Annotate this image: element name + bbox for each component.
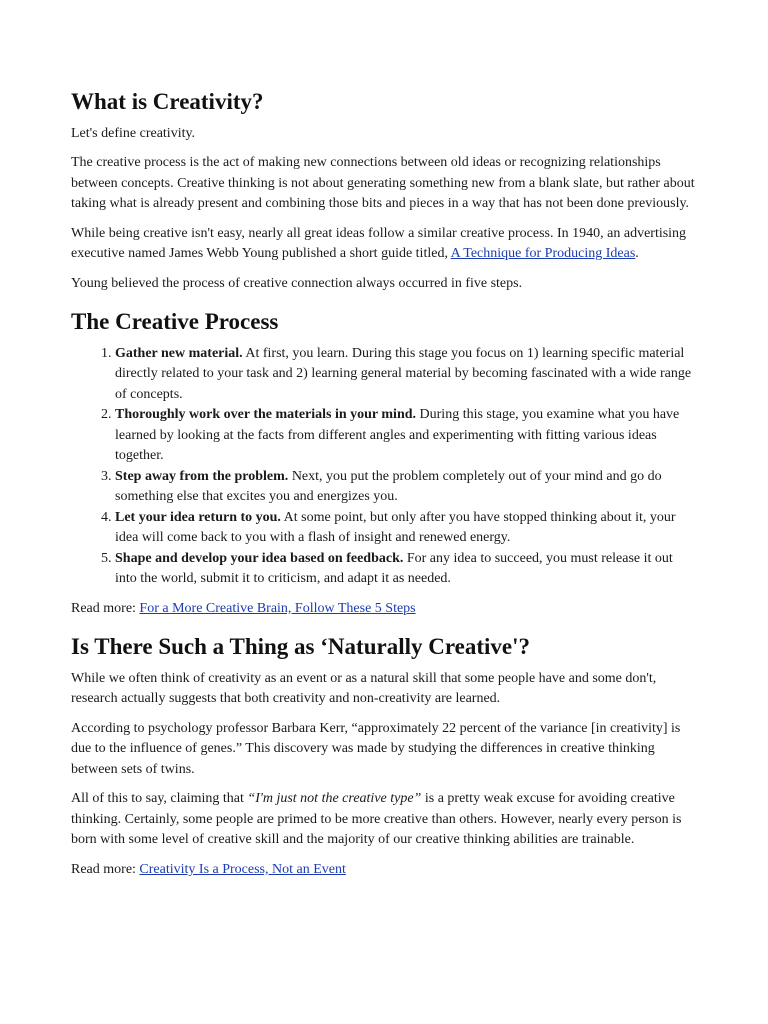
quote-not-creative-type: “I'm just not the creative type” xyxy=(247,791,422,807)
list-item-step-5 xyxy=(115,549,698,590)
paragraph-define: Let's define creativity. xyxy=(71,125,196,141)
link-creativity-is-a-process[interactable]: Creativity Is a Process, Not an Event xyxy=(139,861,346,877)
step-title: Gather new material. xyxy=(115,345,243,361)
paragraph-barbara-kerr: According to psychology professor Barbara Kerr, “approximately 22 percent of the variance [in creativity] is due to the influence of genes.” This discovery was made by studying the differences in creative thinking between sets of twins. xyxy=(71,720,681,777)
paragraph-start: All of this to say, claiming that xyxy=(71,791,248,807)
paragraph-end: . xyxy=(635,246,639,262)
step-title: Step away from the problem. xyxy=(115,468,289,484)
paragraph-learned-creativity: While we often think of creativity as an event or as a natural skill that some people have and some don't, research actually suggests that both creativity and non-creativity are learned. xyxy=(71,670,657,707)
heading-naturally-creative: Is There Such a Thing as ‘Naturally Creative'? xyxy=(71,634,530,660)
paragraph-james-webb-young xyxy=(71,224,698,265)
step-text: At some point, but only after you have stopped thinking about it, your idea will come back to you with a flash of insight and renewed energy. xyxy=(115,509,676,546)
list-item-step-1 xyxy=(115,344,698,406)
link-technique-for-producing-ideas[interactable]: A Technique for Producing Ideas xyxy=(450,246,636,262)
list-item-step-4 xyxy=(115,508,698,549)
paragraph-text: While being creative isn't easy, nearly all great ideas follow a similar creative process. In 1940, an advertising executive named James Webb Young published a short guide titled, xyxy=(71,225,687,262)
list-item-step-3 xyxy=(115,467,698,508)
list-item-step-2 xyxy=(115,405,698,467)
creative-process-steps-list xyxy=(71,344,698,590)
paragraph-end: is a pretty weak excuse for avoiding creative thinking. Certainly, some people are primed to be more creative than others. However, nearly every person is born with some level of creative skill and the majority of our creative thinking abilities are trainable. xyxy=(71,791,682,848)
step-title: Let your idea return to you. xyxy=(115,509,281,525)
read-more-label: Read more: xyxy=(71,600,140,616)
paragraph-creative-process-definition: The creative process is the act of making new connections between old ideas or recognizing relationships between concepts. Creative thinking is not about generating something new from a blank slate, but rather about taking what is already present and combining those bits and pieces in a way that has not been done previously. xyxy=(71,155,695,212)
step-text: During this stage, you examine what you have learned by looking at the facts from different angles and experimenting with fitting various ideas together. xyxy=(115,407,680,464)
read-more-creative-brain xyxy=(71,599,698,620)
step-text: For any idea to succeed, you must release it out into the world, submit it to criticism, and adapt it as needed. xyxy=(115,550,673,587)
step-text: At first, you learn. During this stage you focus on 1) learning specific material directly related to your task and 2) learning general material by becoming fascinated with a wide range of concepts. xyxy=(115,345,692,402)
link-more-creative-brain[interactable]: For a More Creative Brain, Follow These 5 Steps xyxy=(139,600,416,616)
heading-creative-process: The Creative Process xyxy=(71,309,279,335)
heading-what-is-creativity: What is Creativity? xyxy=(71,89,264,114)
read-more-process-not-event xyxy=(71,860,698,881)
step-title: Shape and develop your idea based on feedback. xyxy=(115,550,404,566)
paragraph-creative-type-excuse xyxy=(71,789,698,851)
paragraph-five-steps: Young believed the process of creative connection always occurred in five steps. xyxy=(71,275,523,291)
read-more-label: Read more: xyxy=(71,861,140,877)
step-title: Thoroughly work over the materials in your mind. xyxy=(115,407,417,423)
step-text: Next, you put the problem completely out of your mind and go do something else that excites you and energizes you. xyxy=(115,468,662,505)
